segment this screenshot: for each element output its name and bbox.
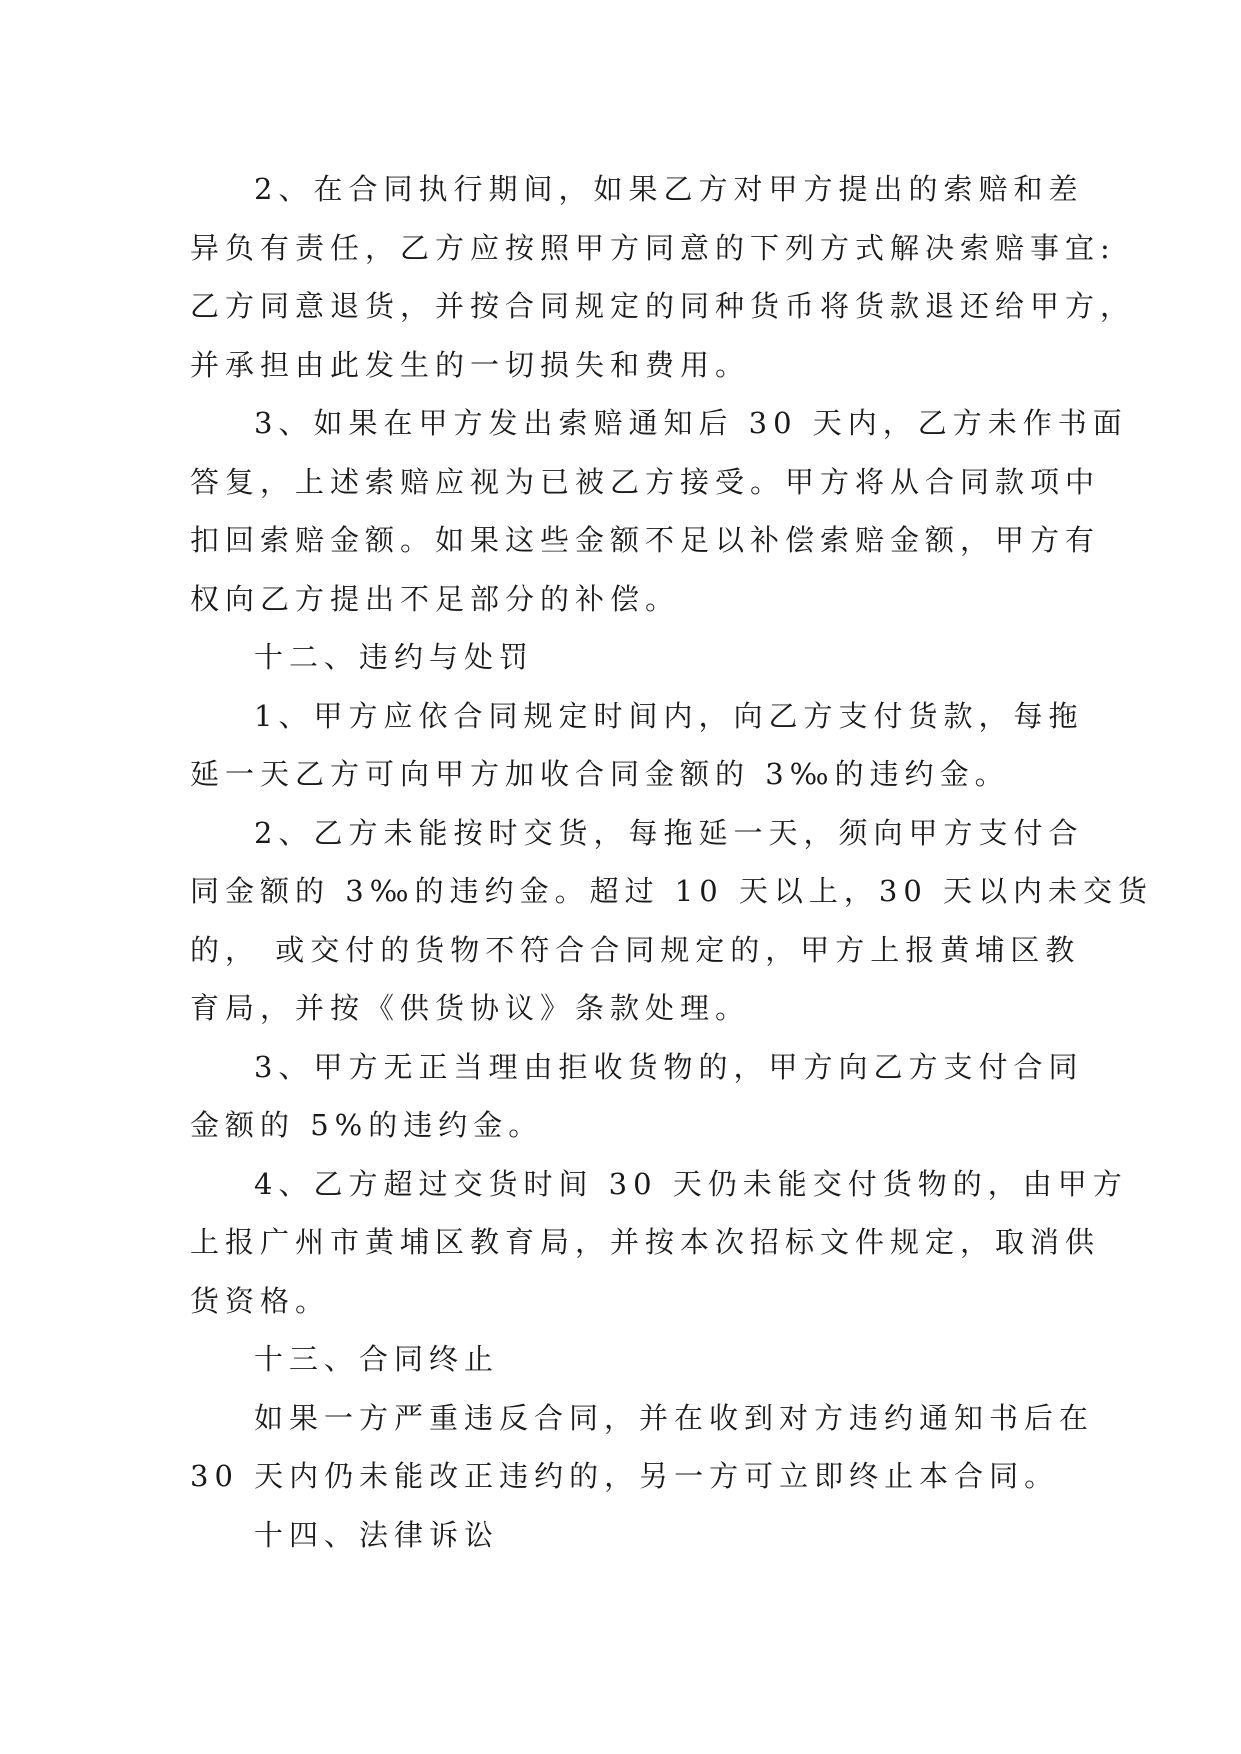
- paragraph-line: 3、如果在甲方发出索赔通知后 30 天内，乙方未作书面: [254, 406, 1128, 440]
- paragraph-line: 扣回索赔金额。如果这些金额不足以补偿索赔金额，甲方有: [190, 523, 1101, 557]
- paragraph-line: 育局，并按《供货协议》条款处理。: [190, 991, 751, 1025]
- paragraph-line: 权向乙方提出不足部分的补偿。: [190, 581, 681, 616]
- paragraph-line: 延一天乙方可向甲方加收合同金额的 3‰的违约金。: [190, 757, 1010, 791]
- paragraph-line: 如果一方严重违反合同，并在收到对方违约通知书后在: [254, 1400, 1095, 1435]
- paragraph-line: 3、甲方无正当理由拒收货物的，甲方向乙方支付合同: [254, 1049, 1084, 1084]
- paragraph-line: 2、乙方未能按时交货，每拖延一天，须向甲方支付合: [254, 815, 1084, 850]
- paragraph-line: 乙方同意退货，并按合同规定的同种货币将货款退还给甲方，: [190, 289, 1136, 323]
- document-body: [190, 160, 1154, 1564]
- section-heading: 十二、违约与处罚: [254, 640, 535, 674]
- paragraph-line: 4、乙方超过交货时间 30 天仍未能交付货物的，由甲方: [254, 1166, 1128, 1201]
- paragraph-line: 并承担由此发生的一切损失和费用。: [190, 347, 751, 382]
- paragraph-line: 金额的 5%的违约金。: [190, 1108, 544, 1142]
- paragraph-line: 1、甲方应依合同规定时间内，向乙方支付货款，每拖: [254, 698, 1084, 733]
- paragraph-line: 答复，上述索赔应视为已被乙方接受。甲方将从合同款项中: [190, 464, 1101, 499]
- paragraph-line: 2、在合同执行期间，如果乙方对甲方提出的索赔和差: [254, 172, 1084, 206]
- paragraph-line: 货资格。: [190, 1283, 331, 1318]
- section-heading: 十四、法律诉讼: [254, 1517, 500, 1552]
- section-heading: 十三、合同终止: [254, 1342, 500, 1376]
- paragraph-line: 的， 或交付的货物不符合合同规定的，甲方上报黄埔区教: [190, 932, 1081, 967]
- paragraph-line: 上报广州市黄埔区教育局，并按本次招标文件规定，取消供: [190, 1225, 1101, 1259]
- paragraph-line: 异负有责任，乙方应按照甲方同意的下列方式解决索赔事宜:: [190, 230, 1116, 265]
- paragraph-line: 30 天内仍未能改正违约的，另一方可立即终止本合同。: [190, 1459, 1060, 1493]
- paragraph-line: 同金额的 3‰的违约金。超过 10 天以上，30 天以内未交货: [190, 874, 1154, 908]
